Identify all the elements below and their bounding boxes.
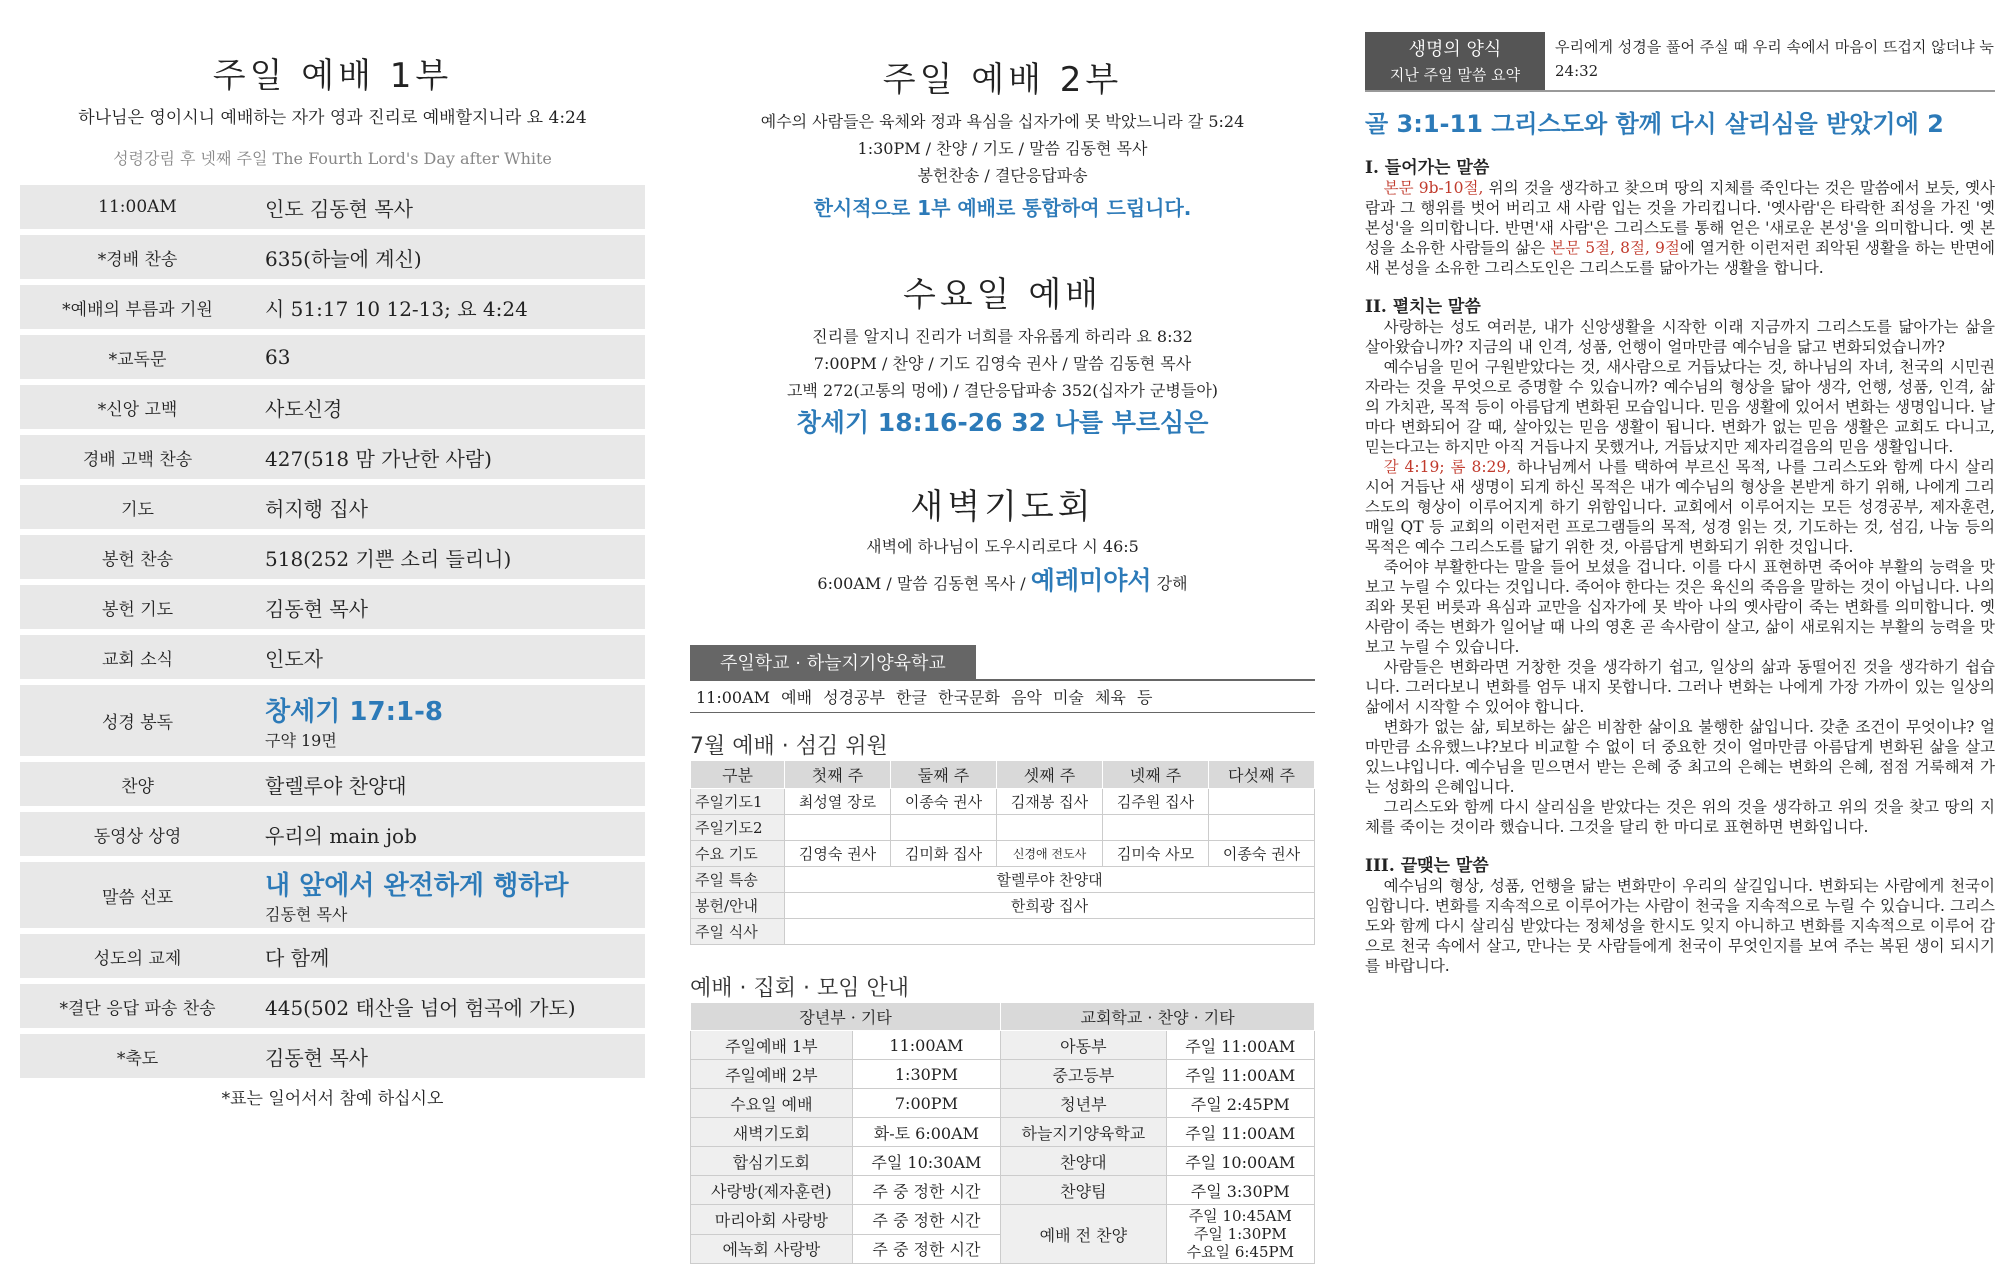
order-row: [20, 1034, 645, 1078]
service2-line1: 1:30PM / 찬양 / 기도 / 말씀 김동현 목사: [857, 139, 1148, 158]
school-section: [690, 645, 1315, 713]
school-bar: 주일학교 · 하늘지기양육학교: [690, 645, 976, 679]
roster-cell: 김영숙 권사: [785, 841, 891, 867]
guide-cell: 청년부: [1001, 1089, 1166, 1118]
guide-cell: 주일예배 2부: [691, 1060, 853, 1089]
roster-cell: 할렐루야 찬양대: [785, 867, 1315, 893]
order-row: [20, 585, 645, 629]
roster-cell: 김미화 집사: [891, 841, 997, 867]
july-roster-table: [690, 760, 1315, 945]
guide-cell: 사랑방(제자훈련): [691, 1176, 853, 1205]
order-label: 동영상 상영: [93, 826, 182, 847]
paragraph-5: 죽어야 부활한다는 말을 들어 보셨을 겁니다. 이를 다시 표현하면 죽어야 부활의 능력을 맛보고 누릴 수 있다는 것입니다. 죽어야 한다는 것은 육신의 죽음을 말하는 것이 아닙니다. 나의 죄와 못된 버릇과 욕심과 교만을 십자가에 못 박아 나의 옛사람이 죽는 변화를 의미합니다. 옛사람이 죽는 변화가 일어날 때 나의 영혼 곧 속사람이 살고, 삶이 새로워지는 부활의 능력을 맛보고 누릴 수 있습니다.: [1365, 558, 1995, 656]
section3-heading: III. 끝맺는 말씀: [1365, 856, 1489, 876]
order-value: 허지행 집사: [265, 496, 368, 521]
service1-verse: 하나님은 영이시니 예배하는 자가 영과 진리로 예배할지니라 요 4:24: [78, 108, 587, 128]
order-row: [20, 435, 645, 479]
guide-cell: 찬양대: [1001, 1147, 1166, 1176]
dawn-line1: 6:00AM / 말씀 김동현 목사 /: [817, 574, 1026, 593]
order-row: [20, 385, 645, 429]
order-value: 김동현 목사: [265, 596, 368, 621]
section1-heading: I. 들어가는 말씀: [1365, 158, 1490, 178]
guide-row: [691, 1089, 1315, 1118]
roster-cell: 신경애 전도사: [997, 841, 1103, 867]
guide-cell: 주일 3:30PM: [1166, 1176, 1314, 1205]
order-row: [20, 984, 645, 1028]
roster-cell: [785, 815, 891, 841]
order-label: *경배 찬송: [97, 249, 178, 270]
wednesday-line1: 7:00PM / 찬양 / 기도 김영숙 권사 / 말씀 김동현 목사: [813, 354, 1192, 373]
worship-order-column: [20, 0, 645, 1109]
order-value: 63: [265, 345, 291, 369]
wednesday-title: 수요일 예배: [902, 275, 1103, 315]
roster-row: [691, 867, 1315, 893]
header-box-title: 생명의 양식: [1408, 39, 1502, 60]
service2-line2: 봉헌찬송 / 결단응답파송: [917, 166, 1088, 185]
dawn-suffix: 강해: [1156, 574, 1188, 593]
roster-cell: [1103, 815, 1209, 841]
order-value: 635(하늘에 계신): [265, 246, 422, 271]
roster-header: 첫째 주: [785, 761, 891, 789]
meeting-guide-table: [690, 1002, 1315, 1264]
paragraph-4: 갈 4:19; 롬 8:29, 하나님께서 나를 택하여 부르신 목적, 나를 그리스도와 함께 다시 살리시어 거듭난 새 생명이 되게 하신 목적은 내가 예수님의 형상을 본받게 하기 위해, 나에게 그리스도의 형상이 이루어지게 하기 위함입니다. 교회에서 이루어지는 모든 성경공부, 제자훈련, 매일 QT 등 교회의 이런저런 프로그램들의 목적, 성경 읽는 것, 기도하는 것, 섬김, 나눔 등의 목적은 예수 그리스도를 닮기 위한 것, 아름답게 변화되기 위한 것입니다.: [1365, 458, 1995, 556]
order-value: 할렐루야 찬양대: [265, 773, 407, 798]
paragraph-3: 예수님을 믿어 구원받았다는 것, 새사람으로 거듭났다는 것, 하나님의 자녀, 천국의 시민권자라는 것을 무엇으로 증명할 수 있습니까? 예수님의 형상을 닮아 생각, 언행, 성품, 인격, 삶의 가치관, 목적 등이 아름답게 변화된 모습입니다. 믿음 생활에 있어서 변화는 생명입니다. 날마다 변화되어 갈 때, 살아있는 믿음 생활이 됩니다. 변화가 없는 믿음 생활은 교회도 다니고, 믿는다고는 하지만 아직 거듭나지 못했거나, 거듭났지만 제자리걸음의 믿음 생활입니다.: [1365, 358, 1995, 456]
order-row: [20, 335, 645, 379]
roster-cell: 주일 식사: [691, 919, 785, 945]
service2-verse: 예수의 사람들은 육체와 정과 욕심을 십자가에 못 박았느니라 갈 5:24: [760, 112, 1245, 131]
roster-cell: [997, 815, 1103, 841]
dawn-book: 예레미야서: [1030, 566, 1152, 595]
order-highlight: 내 앞에서 완전하게 행하라: [265, 871, 569, 901]
order-row: [20, 185, 645, 229]
roster-row: [691, 815, 1315, 841]
guide-row: [691, 1176, 1315, 1205]
guide-cell: 주 중 정한 시간: [852, 1234, 1000, 1264]
paragraph-8: 그리스도와 함께 다시 살리심을 받았다는 것은 위의 것을 생각하고 위의 것을 찾고 땅의 지체를 죽이는 것이라 했습니다. 그것을 달리 한 마디로 표현하면 변화입니다.: [1365, 798, 1995, 836]
guide-cell: 중고등부: [1001, 1060, 1166, 1089]
stand-footnote: *표는 일어서서 참예 하십시오: [221, 1089, 444, 1109]
paragraph-6: 사람들은 변화라면 거창한 것을 생각하기 쉽고, 일상의 삶과 동떨어진 것을 생각하기 쉽습니다. 그러다보니 변화를 엄두 내지 못합니다. 그러나 변화는 나에게 가장 가까이 있는 일상의 삶에서 시작할 수 있어야 합니다.: [1365, 658, 1995, 716]
roster-cell: 한희광 집사: [785, 893, 1315, 919]
guide-cell: 에녹회 사랑방: [691, 1234, 853, 1264]
roster-cell: 이종숙 권사: [891, 789, 997, 815]
order-value: 우리의 main job: [265, 823, 417, 848]
order-label: *예배의 부름과 기원: [62, 299, 213, 320]
guide-cell: 주일예배 1부: [691, 1031, 853, 1060]
guide-row: [691, 1031, 1315, 1060]
order-label: 찬양: [121, 776, 154, 797]
guide-row: [691, 1147, 1315, 1176]
guide-cell: 예배 전 찬양: [1001, 1205, 1166, 1264]
roster-cell: 김재봉 집사: [997, 789, 1103, 815]
guide-header: 교회학교 · 찬양 · 기타: [1001, 1003, 1315, 1031]
guide-cell: 주 중 정한 시간: [852, 1176, 1000, 1205]
dawn-verse: 새벽에 하나님이 도우시리로다 시 46:5: [866, 537, 1139, 556]
guide-cell: 합심기도회: [691, 1147, 853, 1176]
order-label: 성경 봉독: [101, 713, 174, 733]
paragraph-7: 변화가 없는 삶, 퇴보하는 삶은 비참한 삶이요 불행한 삶입니다. 갖춘 조건이 무엇이냐? 얼마만큼 소유했느냐?보다 비교할 수 없이 더 중요한 것이 얼마만큼 아름답게 변화된 삶을 살고 있느냐입니다. 예수님을 믿으면서 받는 은혜 중 최고의 은혜는 변화의 은혜, 점점 거룩해져 가는 성화의 은혜입니다.: [1365, 718, 1995, 796]
roster-row: [691, 841, 1315, 867]
dawn-title: 새벽기도회: [910, 487, 1095, 527]
roster-cell: 김주원 집사: [1103, 789, 1209, 815]
guide-cell: 주일 10:00AM: [1166, 1147, 1314, 1176]
order-label: 봉헌 기도: [101, 599, 174, 620]
order-value: 사도신경: [265, 396, 343, 421]
paragraph-1: 본문 9b-10절, 위의 것을 생각하고 찾으며 땅의 지체를 죽인다는 것은 말씀에서 보듯, 옛사람과 그 행위를 벗어 버리고 새 사람 입는 것을 가리킵니다. '옛사람'은 타락한 죄성을 가진 '옛 본성'을 의미합니다. 반면'새 사람'은 그리스도를 통해 얻은 '새로운 본성'을 의미합니다. 옛 본성을 소유한 사람들의 삶은 본문 5절, 8절, 9절에 열거한 이런저런 죄악된 생활을 하는 반면에 새 본성을 소유한 그리스도인은 그리스도를 닮아가는 생활을 합니다.: [1365, 179, 1995, 277]
order-label: 봉헌 찬송: [101, 549, 174, 570]
order-row: [20, 235, 645, 279]
worship-order-list: [20, 185, 645, 1078]
order-value: 인도자: [265, 646, 323, 671]
roster-cell: 주일기도2: [691, 815, 785, 841]
guide-cell: 주일 11:00AM: [1166, 1031, 1314, 1060]
order-row: [20, 285, 645, 329]
section2-heading: II. 펼치는 말씀: [1365, 297, 1481, 317]
order-value: 시 51:17 10 12-13; 요 4:24: [265, 296, 528, 321]
guide-cell: 주일 11:00AM: [1166, 1118, 1314, 1147]
guide-cell: 11:00AM: [852, 1031, 1000, 1060]
order-row: [20, 635, 645, 679]
guide-heading: 예배 · 집회 · 모임 안내: [690, 976, 909, 1001]
order-value: 427(518 맘 가난한 사람): [265, 446, 492, 471]
paragraph-2: 사랑하는 성도 여러분, 내가 신앙생활을 시작한 이래 지금까지 그리스도를 닮아가는 삶을 살아왔습니까? 지금의 내 인격, 성품, 언행이 얼마만큼 예수님을 닮고 변화되었습니까?: [1365, 318, 1995, 356]
service2-title: 주일 예배 2부: [882, 60, 1123, 100]
order-value: 445(502 태산을 넘어 험곡에 가도): [265, 995, 576, 1020]
roster-cell: [1208, 789, 1314, 815]
sermon-summary-column: [1365, 0, 1995, 976]
order-note: 구약 19면: [265, 730, 337, 750]
roster-row: [691, 893, 1315, 919]
guide-cell: 주일 2:45PM: [1166, 1089, 1314, 1118]
order-label: 경배 고백 찬송: [82, 449, 193, 470]
service2-notice: 한시적으로 1부 예배로 통합하여 드립니다.: [813, 196, 1192, 220]
order-value: 인도 김동현 목사: [265, 196, 413, 221]
roster-row: [691, 789, 1315, 815]
order-label: 성도의 교제: [93, 948, 182, 969]
sermon-header: [1365, 32, 1995, 92]
roster-header: 둘째 주: [891, 761, 997, 789]
order-value: [255, 691, 645, 751]
guide-cell: 아동부: [1001, 1031, 1166, 1060]
header-box-subtitle: 지난 주일 말씀 요약: [1389, 66, 1521, 84]
roster-cell: 최성열 장로: [785, 789, 891, 815]
school-line: 11:00AM 예배 성경공부 한글 한국문화 음악 미술 체육 등: [696, 688, 1153, 707]
wednesday-line2: 고백 272(고통의 멍에) / 결단응답파송 352(십자가 군병들아): [786, 381, 1219, 400]
guide-row: [691, 1060, 1315, 1089]
roster-header: 넷째 주: [1103, 761, 1209, 789]
roster-cell: [1208, 815, 1314, 841]
order-label: *교독문: [108, 349, 167, 370]
roster-cell: 김미숙 사모: [1103, 841, 1209, 867]
roster-cell: 봉헌/안내: [691, 893, 785, 919]
guide-cell: 주일 10:45AM 주일 1:30PM 수요일 6:45PM: [1166, 1205, 1314, 1264]
guide-cell: 1:30PM: [852, 1060, 1000, 1089]
dawn-line: [690, 561, 1315, 597]
order-value: 김동현 목사: [265, 1045, 368, 1070]
guide-cell: 수요일 예배: [691, 1089, 853, 1118]
roster-cell: [785, 919, 1315, 945]
order-row: [20, 485, 645, 529]
roster-cell: [891, 815, 997, 841]
paragraph-9: 예수님의 형상, 성품, 언행을 닮는 변화만이 우리의 살길입니다. 변화되는 사람에게 천국이 임합니다. 변화를 지속적으로 이루어가는 사람이 천국을 지속적으로 누릴 수 있습니다. 그리스도와 함께 다시 살리심 받았다는 정체성을 한시도 잊지 아니하고 변화를 지속적으로 이루어 감으로 천국 속에서 살고, 만나는 뭇 사람들에게 천국이 무엇인지를 보여 주는 복된 생이 되시기를 바랍니다.: [1365, 877, 1995, 975]
order-label: 교회 소식: [101, 649, 174, 670]
order-row: [20, 762, 645, 806]
order-row: [20, 685, 645, 756]
order-label: 11:00AM: [98, 197, 177, 217]
order-label: *신앙 고백: [97, 399, 178, 420]
services-column: [690, 0, 1315, 1264]
guide-cell: 하늘지기양육학교: [1001, 1118, 1166, 1147]
guide-cell: 7:00PM: [852, 1089, 1000, 1118]
order-row: [20, 812, 645, 856]
guide-cell: 새벽기도회: [691, 1118, 853, 1147]
guide-cell: 주일 10:30AM: [852, 1147, 1000, 1176]
header-box: [1365, 32, 1545, 90]
order-highlight: 창세기 17:1-8: [265, 696, 443, 727]
order-row: [20, 934, 645, 978]
guide-cell: 주일 11:00AM: [1166, 1060, 1314, 1089]
order-note: 김동현 목사: [265, 905, 348, 924]
guide-row: [691, 1205, 1315, 1235]
order-row: [20, 535, 645, 579]
guide-cell: 주 중 정한 시간: [852, 1205, 1000, 1235]
roster-header: 구분: [691, 761, 785, 789]
order-value: [255, 865, 645, 925]
roster-header: 다섯째 주: [1208, 761, 1314, 789]
roster-cell: 주일기도1: [691, 789, 785, 815]
wednesday-verse: 진리를 알지니 진리가 너희를 자유롭게 하리라 요 8:32: [812, 327, 1193, 346]
order-label: *결단 응답 파송 찬송: [59, 998, 216, 1019]
order-label: 기도: [121, 499, 154, 520]
order-value: 다 함께: [265, 945, 330, 970]
roster-cell: 이종숙 권사: [1208, 841, 1314, 867]
guide-cell: 화-토 6:00AM: [852, 1118, 1000, 1147]
guide-cell: 찬양팀: [1001, 1176, 1166, 1205]
roster-row: [691, 919, 1315, 945]
roster-header: 셋째 주: [997, 761, 1103, 789]
order-value: 518(252 기쁜 소리 들리니): [265, 546, 512, 571]
july-heading: 7월 예배 · 섬김 위원: [690, 734, 888, 759]
service1-subtitle: 성령강림 후 넷째 주일 The Fourth Lord's Day after White: [113, 149, 552, 168]
guide-header: 장년부 · 기타: [691, 1003, 1001, 1031]
order-label: *축도: [116, 1048, 159, 1069]
roster-cell: 수요 기도: [691, 841, 785, 867]
guide-cell: 마리아회 사랑방: [691, 1205, 853, 1235]
order-label: 말씀 선포: [101, 887, 174, 908]
roster-cell: 주일 특송: [691, 867, 785, 893]
guide-row: [691, 1118, 1315, 1147]
header-verse: 우리에게 성경을 풀어 주실 때 우리 속에서 마음이 뜨겁지 않더냐 눅 24:32: [1555, 38, 1994, 80]
order-row: [20, 862, 645, 928]
service1-title: 주일 예배 1부: [212, 56, 453, 96]
wednesday-sermon: 창세기 18:16-26 32 나를 부르심은: [796, 408, 1209, 437]
sermon-title: 골 3:1-11 그리스도와 함께 다시 살리심을 받았기에 2: [1365, 110, 1944, 138]
